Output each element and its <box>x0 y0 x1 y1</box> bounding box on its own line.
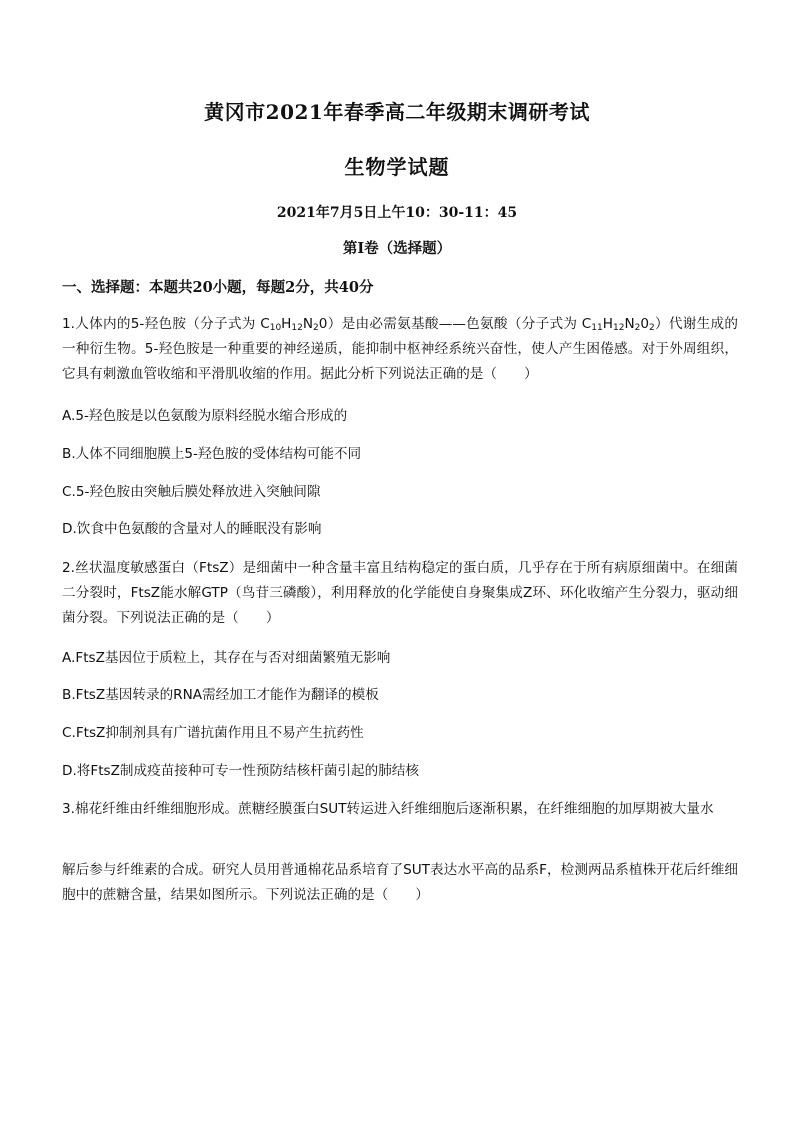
exam-title: 黄冈市2021年春季高二年级期末调研考试 <box>204 100 590 124</box>
section-heading: 一、选择题：本题共20小题，每题2分，共40分 <box>62 279 374 296</box>
volume-heading: 第Ⅰ卷（选择题） <box>342 240 452 257</box>
q2-option-b[interactable]: B.FtsZ基因转录的RNA需经加工才能作为翻译的模板 <box>62 687 379 703</box>
q1-formula-connector: 0）是由必需氨基酸——色氨酸（分子式为 C <box>318 316 592 332</box>
q1-formula1-h: H <box>281 316 292 332</box>
q1-stem-part-a: 1.人体内的5-羟色胺（分子式为 C <box>62 316 270 332</box>
q1-formula2-subscript: 12 <box>612 323 625 333</box>
q1-formula2-o: 0 <box>640 316 649 332</box>
subject-title: 生物学试题 <box>344 155 450 179</box>
q1-option-b[interactable]: B.人体不同细胞膜上5-羟色胺的受体结构可能不同 <box>62 446 362 462</box>
q1-formula2-subscript: 2 <box>649 323 655 333</box>
q1-stem-part-b: ）代谢生成的一种衍生物。5-羟色胺是一种重要的神经递质，能抑制中枢神经系统兴奋性，使人产生困倦感。对于外周组织，它具有刺激血管收缩和平滑肌收缩的作用。据此分析下列说法正确的是（ ） <box>62 316 738 382</box>
question-2-stem: 2.丝状温度敏感蛋白（FtsZ）是细菌中一种含量丰富且结构稳定的蛋白质，几乎存在于所有病原细菌中。在细菌二分裂时，FtsZ能水解GTP（鸟苷三磷酸），利用释放的化学能使自身聚集成Z环、环化收缩产生分裂力，驱动细菌分裂。下列说法正确的是（ ） <box>62 560 738 626</box>
q2-option-a[interactable]: A.FtsZ基因位于质粒上，其存在与否对细菌繁殖无影响 <box>62 650 391 666</box>
q1-option-a[interactable]: A.5-羟色胺是以色氨酸为原料经脱水缩合形成的 <box>62 408 348 424</box>
q1-formula1-subscript: 2 <box>313 323 319 333</box>
q1-formula2-subscript: 11 <box>591 323 603 333</box>
exam-datetime: 2021年7月5日上午10：30-11：45 <box>276 205 518 221</box>
question-1-stem <box>62 312 738 387</box>
q1-option-d[interactable]: D.饮食中色氨酸的含量对人的睡眠没有影响 <box>62 521 322 537</box>
q1-option-c[interactable]: C.5-羟色胺由突触后膜处释放进入突触间隙 <box>62 484 321 500</box>
q1-formula1-subscript: 12 <box>291 323 303 333</box>
q1-formula1-subscript: 10 <box>269 323 282 333</box>
q1-formula2-n: N <box>624 316 635 332</box>
q1-formula2-subscript: 2 <box>634 323 641 333</box>
q1-formula2-h: H <box>602 316 613 332</box>
question-3-stem-part-b: 解后参与纤维素的合成。研究人员用普通棉花品系培育了SUT表达水平高的品系F，检测两品系植株开花后纤维细胞中的蔗糖含量，结果如图所示。下列说法正确的是（ ） <box>62 862 738 903</box>
q1-formula1-n: N <box>302 316 314 332</box>
q2-option-c[interactable]: C.FtsZ抑制剂具有广谱抗菌作用且不易产生抗药性 <box>62 725 364 741</box>
q2-option-d[interactable]: D.将FtsZ制成疫苗接种可专一性预防结核杆菌引起的肺结核 <box>62 763 419 779</box>
question-3-stem-part-a: 3.棉花纤维由纤维细胞形成。蔗糖经膜蛋白SUT转运进入纤维细胞后逐渐积累，在纤维细胞的加厚期被大量水 <box>62 801 714 817</box>
